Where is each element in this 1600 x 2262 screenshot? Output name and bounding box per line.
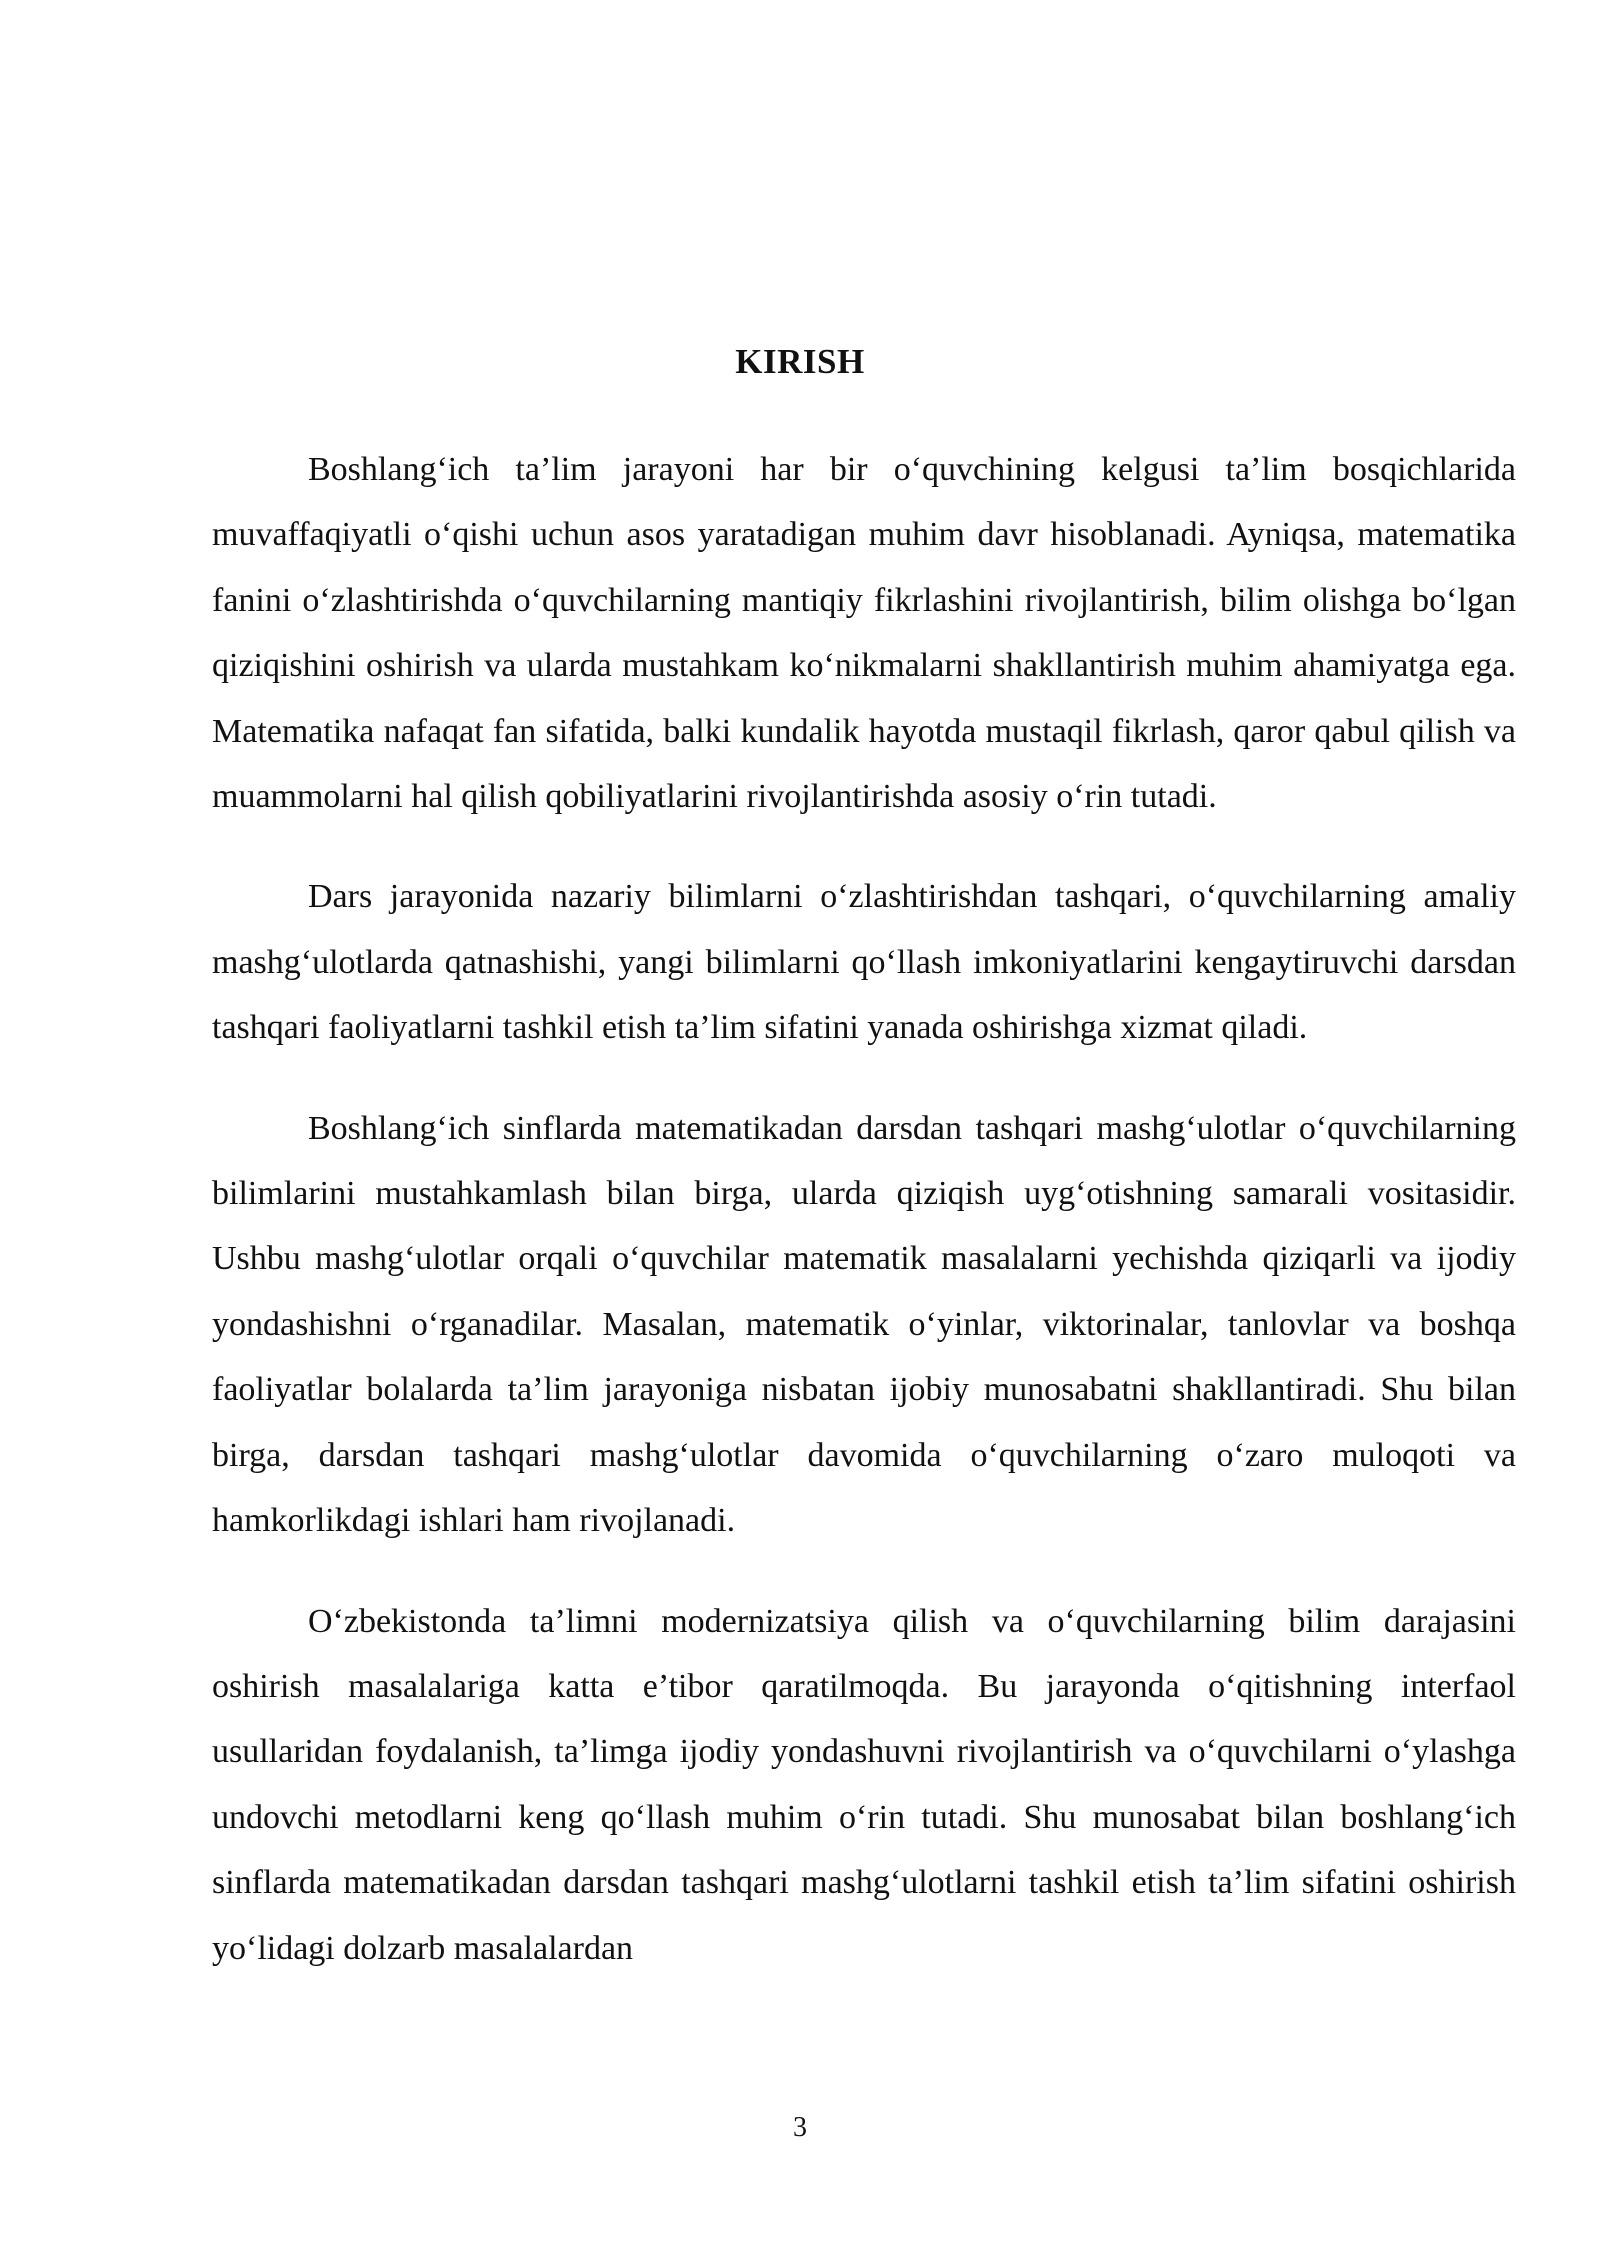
section-title: KIRISH: [735, 342, 865, 381]
paragraph-2: Dars jarayonida nazariy bilimlarni o‘zlashtirishdan tashqari, o‘quvchilarning amaliy mashg‘ulotlarda qatnashishi, yangi bilimlarni qo‘llash imkoniyatlarini kengaytiruvchi darsdan tashqari faoliyatlarni tashkil etish ta’lim sifatini yanada oshirishga xizmat qiladi.: [212, 878, 1516, 1047]
paragraph-3: Boshlang‘ich sinflarda matematikadan darsdan tashqari mashg‘ulotlar o‘quvchilarning bilimlarini mustahkamlash bilan birga, ularda qiziqish uyg‘otishning samarali vositasidir. Ushbu mashg‘ulotlar orqali o‘quvchilar matematik masalalarni yechishda qiziqarli va ijodiy yondashishni o‘rganadilar. Masalan, matematik o‘yinlar, viktorinalar, tanlovlar va boshqa faoliyatlar bolalarda ta’lim jarayoniga nisbatan ijobiy munosabatni shakllantiradi. Shu bilan birga, darsdan tashqari mashg‘ulotlar davomida o‘quvchilarning o‘zaro muloqoti va hamkorlikdagi ishlari ham rivojlanadi.: [212, 1109, 1516, 1540]
paragraph-4: O‘zbekistonda ta’limni modernizatsiya qilish va o‘quvchilarning bilim darajasini oshirish masalalariga katta e’tibor qaratilmoqda. Bu jarayonda o‘qitishning interfaol usullaridan foydalanish, ta’limga ijodiy yondashuvni rivojlantirish va o‘quvchilarni o‘ylashga undovchi metodlarni keng qo‘llash muhim o‘rin tutadi. Shu munosabat bilan boshlang‘ich sinflarda matematikadan darsdan tashqari mashg‘ulotlarni tashkil etish ta’lim sifatini oshirish yo‘lidagi dolzarb masalalardan: [212, 1602, 1516, 1967]
body-text: [212, 437, 1516, 2016]
page-number: 3: [793, 2112, 807, 2143]
paragraph-1: Boshlang‘ich ta’lim jarayoni har bir o‘quvchining kelgusi ta’lim bosqichlarida muvaffaqiyatli o‘qishi uchun asos yaratadigan muhim davr hisoblanadi. Ayniqsa, matematika fanini o‘zlashtirishda o‘quvchilarning mantiqiy fikrlashini rivojlantirish, bilim olishga bo‘lgan qiziqishini oshirish va ularda mustahkam ko‘nikmalarni shakllantirish muhim ahamiyatga ega. Matematika nafaqat fan sifatida, balki kundalik hayotda mustaqil fikrlash, qaror qabul qilish va muammolarni hal qilish qobiliyatlarini rivojlantirishda asosiy o‘rin tutadi.: [212, 451, 1516, 816]
